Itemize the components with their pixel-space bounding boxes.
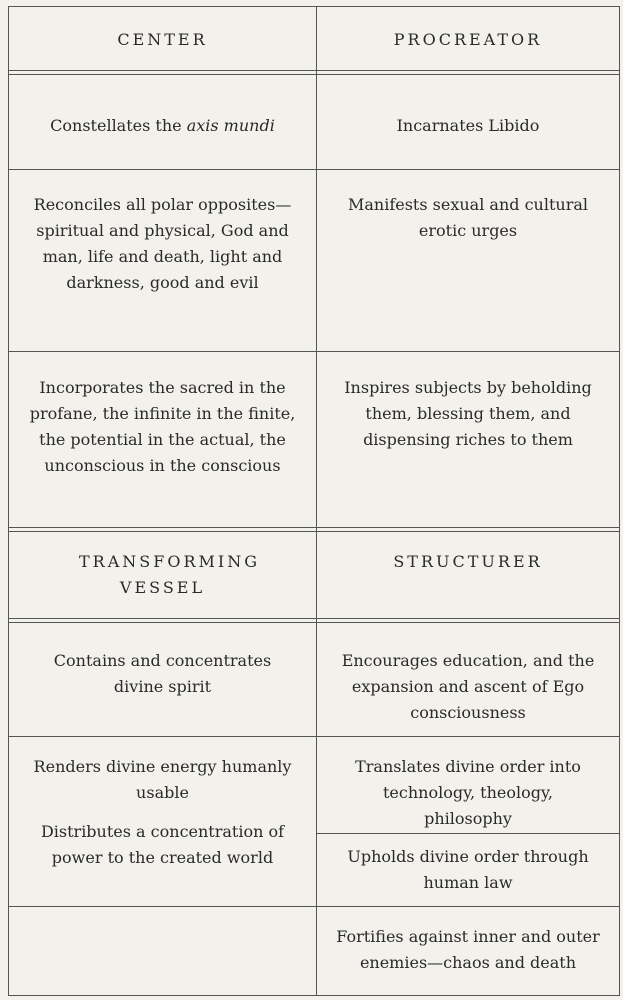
structurer-fortifies: Fortifies against inner and outer enemies—chaos and death — [336, 927, 600, 972]
row-divider — [316, 833, 619, 834]
center-axis-mundi — [9, 113, 316, 139]
header-transforming-vessel: TRANSFORMING VESSEL — [79, 552, 260, 597]
vessel-renders-energy: Renders divine energy humanly usable — [33, 757, 292, 802]
procreator-libido: Incarnates Libido — [396, 116, 540, 135]
structurer-upholds: Upholds divine order through human law — [347, 847, 589, 892]
structurer-education: Encourages education, and the expansion and ascent of Ego consciousness — [341, 651, 595, 722]
center-polar-opposites: Reconciles all polar opposites—spiritual and physical, God and man, life and death, light and darkness, good and evil — [33, 195, 292, 292]
header-center: CENTER — [117, 30, 208, 49]
structurer-translates: Translates divine order into technology, theology, philosophy — [355, 757, 581, 828]
center-sacred-profane: Incorporates the sacred in the profane, the infinite in the finite, the potential in the actual, the unconscious in the conscious — [29, 378, 296, 475]
vessel-distributes-power: Distributes a concentration of power to the created world — [40, 822, 285, 867]
row-divider — [9, 351, 619, 352]
header-divider — [9, 70, 619, 75]
row-divider — [9, 169, 619, 170]
axis-mundi-italic: axis mundi — [186, 116, 275, 135]
header-structurer: STRUCTURER — [393, 552, 543, 571]
section-divider — [9, 527, 619, 532]
center-axis-mundi-text: Constellates the — [50, 116, 187, 135]
row-divider — [9, 906, 619, 907]
archetype-table — [8, 6, 620, 996]
row-divider — [9, 736, 619, 737]
header-divider — [9, 618, 619, 623]
procreator-inspires: Inspires subjects by beholding them, blessing them, and dispensing riches to them — [344, 378, 592, 449]
vessel-contains: Contains and concentrates divine spirit — [53, 651, 272, 696]
procreator-erotic-urges: Manifests sexual and cultural erotic urges — [347, 195, 588, 240]
header-procreator: PROCREATOR — [393, 30, 543, 49]
